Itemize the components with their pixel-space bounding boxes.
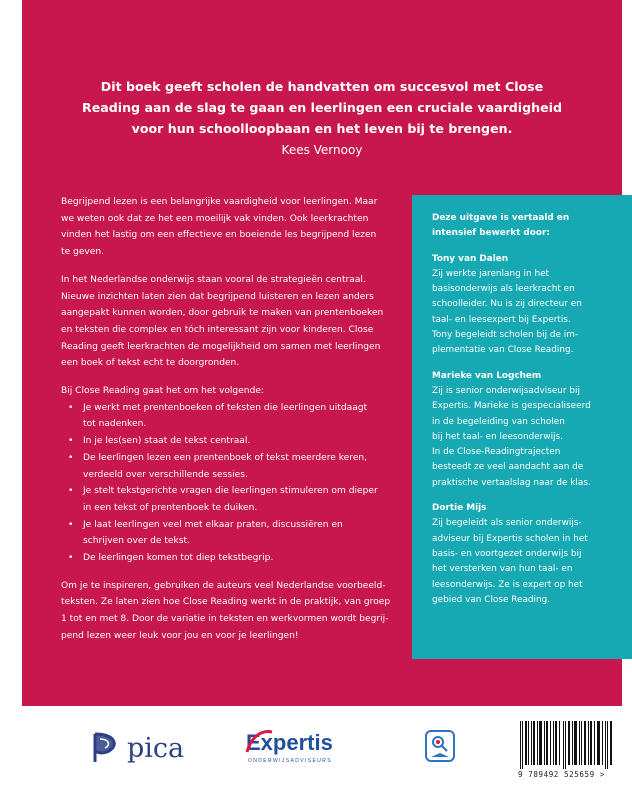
list-item <box>61 550 391 567</box>
bullet-list <box>61 400 391 567</box>
text-line: adviseur bij Expertis scholen in het <box>432 533 588 544</box>
text-line: Begrijpend lezen is een belangrijke vaardigheid voor leerlingen. Maar <box>61 197 378 207</box>
text-line: Zij werkte jarenlang in het <box>432 268 550 279</box>
text-line: aangepakt kunnen worden, door gebruik te maken van prentenboeken <box>61 308 384 319</box>
list-item <box>61 483 391 516</box>
main-description <box>61 194 391 656</box>
text-line: In je les(sen) staat de tekst centraal. <box>83 436 251 447</box>
text-line: te geven. <box>61 247 105 258</box>
text-line: tot nadenken. <box>83 419 147 430</box>
author-name: Dortie Mijs <box>432 503 487 514</box>
text-line: Je werkt met prentenboeken of teksten die leerlingen uitdaagt <box>83 402 368 413</box>
text-line: In het Nederlandse onderwijs staan vooral de strategieën centraal. <box>61 274 366 285</box>
author-name: Tony van Dalen <box>432 253 509 264</box>
text-line: Deze uitgave is vertaald en <box>432 213 570 223</box>
pica-emblem-icon <box>91 731 121 765</box>
text-line: verdeeld over verschillende sessies. <box>83 469 248 480</box>
authors-sidebar <box>412 195 632 659</box>
pica-logo-text: pica <box>127 732 185 764</box>
text-line: pend lezen weer leuk voor jou en voor je leerlingen! <box>61 630 299 641</box>
publisher-logos <box>0 706 632 800</box>
text-line: In de Close-Readingtrajecten <box>432 447 561 458</box>
text-line: Je stelt tekstgerichte vragen die leerlingen stimuleren om dieper <box>83 486 378 497</box>
text-line: Bij Close Reading gaat het om het volgende: <box>61 386 264 397</box>
text-line: in een tekst of prentenboek te duiken. <box>83 502 258 513</box>
text-line: basis- en voortgezet onderwijs bij <box>432 548 582 559</box>
text-line: Je laat leerlingen veel met elkaar praten, discussiëren en <box>83 519 343 530</box>
text-line: schoolleider. Nu is zij directeur en <box>432 299 582 310</box>
text-line: in de begeleiding van scholen <box>432 416 565 427</box>
text-line: De leerlingen lezen een prentenboek of tekst meerdere keren, <box>83 452 368 463</box>
text-line: we weten ook dat ze het een moeilijk vak vinden. Ook leerkrachten <box>61 213 369 224</box>
author-bio-dortie <box>432 501 622 608</box>
author-name: Marieke van Logchem <box>432 370 542 381</box>
bullet-icon: • <box>68 519 74 530</box>
text-line: schrijven over de tekst. <box>83 536 190 547</box>
child-reading-book-icon <box>425 730 455 762</box>
text-line: bij het taal- en leesonderwijs. <box>432 431 563 442</box>
bullet-icon: • <box>68 402 74 413</box>
paragraph-intro <box>61 194 391 261</box>
bullet-icon: • <box>68 553 74 564</box>
bullet-icon: • <box>68 452 74 463</box>
quote-line: Dit boek geeft scholen de handvatten om succesvol met Close <box>100 79 544 94</box>
expertis-logo-text: Expertis <box>246 730 333 755</box>
list-item <box>61 400 391 433</box>
expertis-swoosh-icon <box>244 728 274 758</box>
text-line: plementatie van Close Reading. <box>432 345 574 356</box>
text-line: 1 tot en met 8. Door de variatie in teksten en werkvormen wordt begrij- <box>61 614 389 625</box>
pica-logo <box>91 728 184 768</box>
text-line: Reading geeft leerkrachten de mogelijkheid om samen met leerlingen <box>61 341 381 352</box>
expertis-subtitle: ONDERWIJSADVISEURS <box>248 758 333 764</box>
text-line: leesonderwijs. Ze is expert op het <box>432 579 583 590</box>
text-line: het versterken van hun taal- en <box>432 564 573 575</box>
quote-line: voor hun schoolloopbaan en het leven bij te brengen. <box>131 121 513 136</box>
text-line: intensief bewerkt door: <box>432 228 550 239</box>
blurb-quote <box>22 76 622 139</box>
text-line: De leerlingen komen tot diep tekstbegrip. <box>83 553 274 564</box>
text-line: besteedt ze veel aandacht aan de <box>432 462 584 473</box>
text-line: Zij begeleidt als senior onderwijs- <box>432 518 582 529</box>
bullet-icon: • <box>68 436 74 447</box>
list-item <box>61 450 391 483</box>
list-item <box>61 433 391 450</box>
quote-line: Reading aan de slag te gaan en leerlingen een cruciale vaardigheid <box>82 100 562 115</box>
text-line: gebied van Close Reading. <box>432 594 551 605</box>
quote-author: Kees Vernooy <box>281 143 363 157</box>
paragraph-context <box>61 272 391 372</box>
expertis-logo <box>244 728 354 772</box>
text-line: basisonderwijs als leerkracht en <box>432 284 575 295</box>
author-bio-marieke <box>432 369 622 491</box>
isbn-number: 9 789492 525659 > <box>518 770 605 779</box>
isbn-barcode <box>518 721 614 769</box>
text-line: vinden het lastig om een effectieve en boeiende les begrijpend lezen <box>61 230 377 241</box>
author-bio-tony <box>432 252 622 359</box>
bullet-intro <box>61 383 391 400</box>
text-line: Zij is senior onderwijsadviseur bij <box>432 385 580 396</box>
bullet-icon: • <box>68 486 74 497</box>
text-line: teksten. Ze laten zien hoe Close Reading werkt in de praktijk, van groep <box>61 597 391 608</box>
text-line: een boek of tekst echt te doorgronden. <box>61 358 240 369</box>
text-line: taal- en leesexpert bij Expertis. <box>432 314 571 325</box>
text-line: Om je te inspireren, gebruiken de auteurs veel Nederlandse voorbeeld- <box>61 580 386 591</box>
paragraph-closing <box>61 578 391 645</box>
text-line: Tony begeleidt scholen bij de im- <box>432 330 579 341</box>
text-line: Expertis. Marieke is gespecialiseerd <box>432 401 591 412</box>
sidebar-heading <box>432 211 622 242</box>
text-line: Nieuwe inzichten laten zien dat begrijpend luisteren en lezen anders <box>61 291 374 302</box>
list-item <box>61 517 391 550</box>
text-line: praktische vertaalslag naar de klas. <box>432 477 591 488</box>
text-line: en teksten die complex en tóch interessant zijn voor kinderen. Close <box>61 324 374 335</box>
